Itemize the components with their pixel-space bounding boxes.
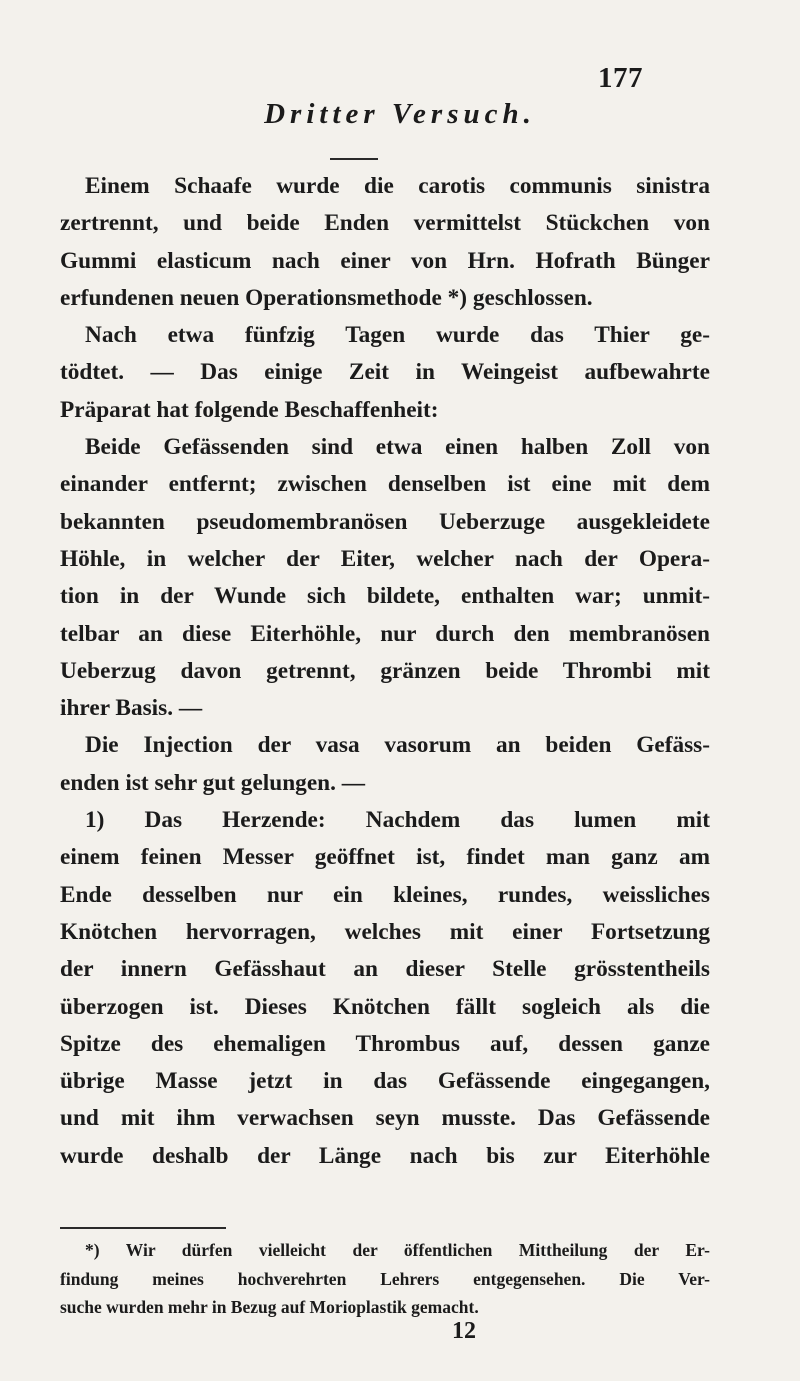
footnote-line: suche wurden mehr in Bezug auf Morioplastik gemacht. [60, 1297, 479, 1317]
text-line: enden ist sehr gut gelungen. — [60, 769, 366, 796]
text-line: Höhle, in welcher der Eiter, welcher nach der Opera- [60, 545, 710, 572]
text-line: wurde deshalb der Länge nach bis zur Eiterhöhle [60, 1142, 710, 1169]
text-line: Knötchen hervorragen, welches mit einer Fortsetzung [60, 918, 710, 945]
text-line: 1) Das Herzende: Nachdem das lumen mit [85, 807, 710, 834]
text-line: ihrer Basis. — [60, 695, 203, 722]
text-line: Gummi elasticum nach einer von Hrn. Hofrath Bünger [60, 247, 710, 274]
text-line: Präparat hat folgende Beschaffenheit: [60, 396, 439, 423]
section-heading: Dritter Versuch. [264, 98, 536, 130]
text-line: übrige Masse jetzt in das Gefässende eingegangen, [60, 1068, 710, 1095]
text-line: bekannten pseudomembranösen Ueberzuge ausgekleidete [60, 508, 710, 535]
text-line: Nach etwa fünfzig Tagen wurde das Thier ge- [85, 322, 710, 349]
text-line: Spitze des ehemaligen Thrombus auf, dessen ganze [60, 1030, 710, 1057]
text-line: tion in der Wunde sich bildete, enthalten war; unmit- [60, 583, 710, 610]
signature-mark: 12 [452, 1318, 476, 1344]
text-line: zertrennt, und beide Enden vermittelst Stückchen von [60, 210, 710, 237]
page-number: 177 [598, 62, 643, 94]
text-line: Ende desselben nur ein kleines, rundes, weissliches [60, 881, 710, 908]
text-line: Beide Gefässenden sind etwa einen halben Zoll von [85, 434, 710, 461]
body-text [60, 168, 710, 1175]
footnote [60, 1236, 710, 1322]
text-line: telbar an diese Eiterhöhle, nur durch den membranösen [60, 620, 710, 647]
text-line: überzogen ist. Dieses Knötchen fällt sogleich als die [60, 993, 710, 1020]
text-line: und mit ihm verwachsen seyn musste. Das Gefässende [60, 1105, 710, 1132]
text-line: Ueberzug davon getrennt, gränzen beide Thrombi mit [60, 657, 710, 684]
text-line: tödtet. — Das einige Zeit in Weingeist aufbewahrte [60, 359, 710, 386]
text-line: Die Injection der vasa vasorum an beiden Gefäss- [85, 732, 710, 759]
text-line: erfundenen neuen Operationsmethode *) geschlossen. [60, 284, 593, 311]
footnote-line: findung meines hochverehrten Lehrers entgegensehen. Die Ver- [60, 1268, 710, 1289]
footnote-line: *) Wir dürfen vielleicht der öffentlichen Mittheilung der Er- [85, 1240, 710, 1260]
text-line: der innern Gefässhaut an dieser Stelle grösstentheils [60, 956, 710, 983]
heading-divider [330, 158, 378, 160]
text-line: einander entfernt; zwischen denselben ist eine mit dem [60, 471, 710, 498]
text-line: einem feinen Messer geöffnet ist, findet man ganz am [60, 844, 710, 871]
text-line: Einem Schaafe wurde die carotis communis sinistra [85, 173, 710, 199]
footnote-divider [60, 1227, 226, 1229]
